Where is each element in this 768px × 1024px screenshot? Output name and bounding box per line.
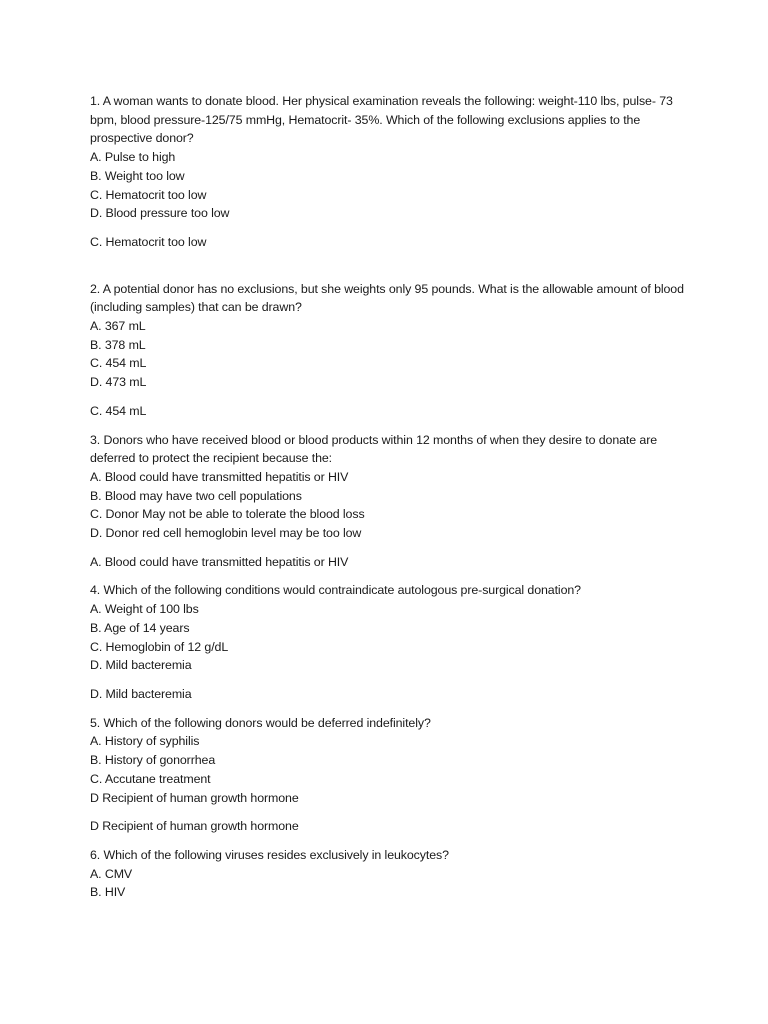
question-block-3 [90,431,690,572]
question-text: 6. Which of the following viruses resides exclusively in leukocytes? [90,847,449,862]
answer-text: D. Mild bacteremia [90,686,192,701]
option-c: C. Hematocrit too low [90,187,207,202]
option-b: B. Blood may have two cell populations [90,488,302,503]
question-text: 1. A woman wants to donate blood. Her physical examination reveals the following: weight-110 lbs, pulse- 73 bpm, blood pressure-125/75 mmHg, Hematocrit- 35%. Which of the following exclusions applies to the prospective donor? [90,94,673,146]
option-a: A. History of syphilis [90,734,200,749]
question-block-5 [90,714,690,836]
question-text: 2. A potential donor has no exclusions, but she weights only 95 pounds. What is the allowable amount of blood (including samples) that can be drawn? [90,281,684,315]
option-d: D. 473 mL [90,375,147,390]
question-block-1 [90,92,690,252]
option-c: C. 454 mL [90,356,147,371]
option-b: B. 378 mL [90,337,146,352]
option-d: D. Blood pressure too low [90,206,230,221]
option-c: C. Donor May not be able to tolerate the blood loss [90,507,365,522]
question-text: 4. Which of the following conditions would contraindicate autologous pre-surgical donation? [90,583,581,598]
option-b: B. HIV [90,885,126,900]
option-b: B. History of gonorrhea [90,753,216,768]
answer-text: C. 454 mL [90,403,147,418]
option-a: A. Pulse to high [90,150,176,165]
option-a: A. Blood could have transmitted hepatitis or HIV [90,469,349,484]
option-c: C. Accutane treatment [90,771,211,786]
question-block-6 [90,846,690,902]
answer-text: D Recipient of human growth hormone [90,819,299,834]
option-b: B. Age of 14 years [90,620,190,635]
answer-text: A. Blood could have transmitted hepatitis or HIV [90,554,349,569]
option-a: A. 367 mL [90,319,146,334]
option-b: B. Weight too low [90,168,185,183]
option-a: A. Weight of 100 lbs [90,602,199,617]
document-page [90,92,690,902]
question-text: 5. Which of the following donors would be deferred indefinitely? [90,715,431,730]
option-d: D. Mild bacteremia [90,658,192,673]
question-block-2 [90,280,690,421]
option-d: D. Donor red cell hemoglobin level may be too low [90,526,362,541]
answer-text: C. Hematocrit too low [90,234,207,249]
option-a: A. CMV [90,866,133,881]
option-d: D Recipient of human growth hormone [90,790,299,805]
question-block-4 [90,581,690,703]
question-text: 3. Donors who have received blood or blood products within 12 months of when they desire to donate are deferred to protect the recipient because the: [90,432,658,466]
option-c: C. Hemoglobin of 12 g/dL [90,639,229,654]
